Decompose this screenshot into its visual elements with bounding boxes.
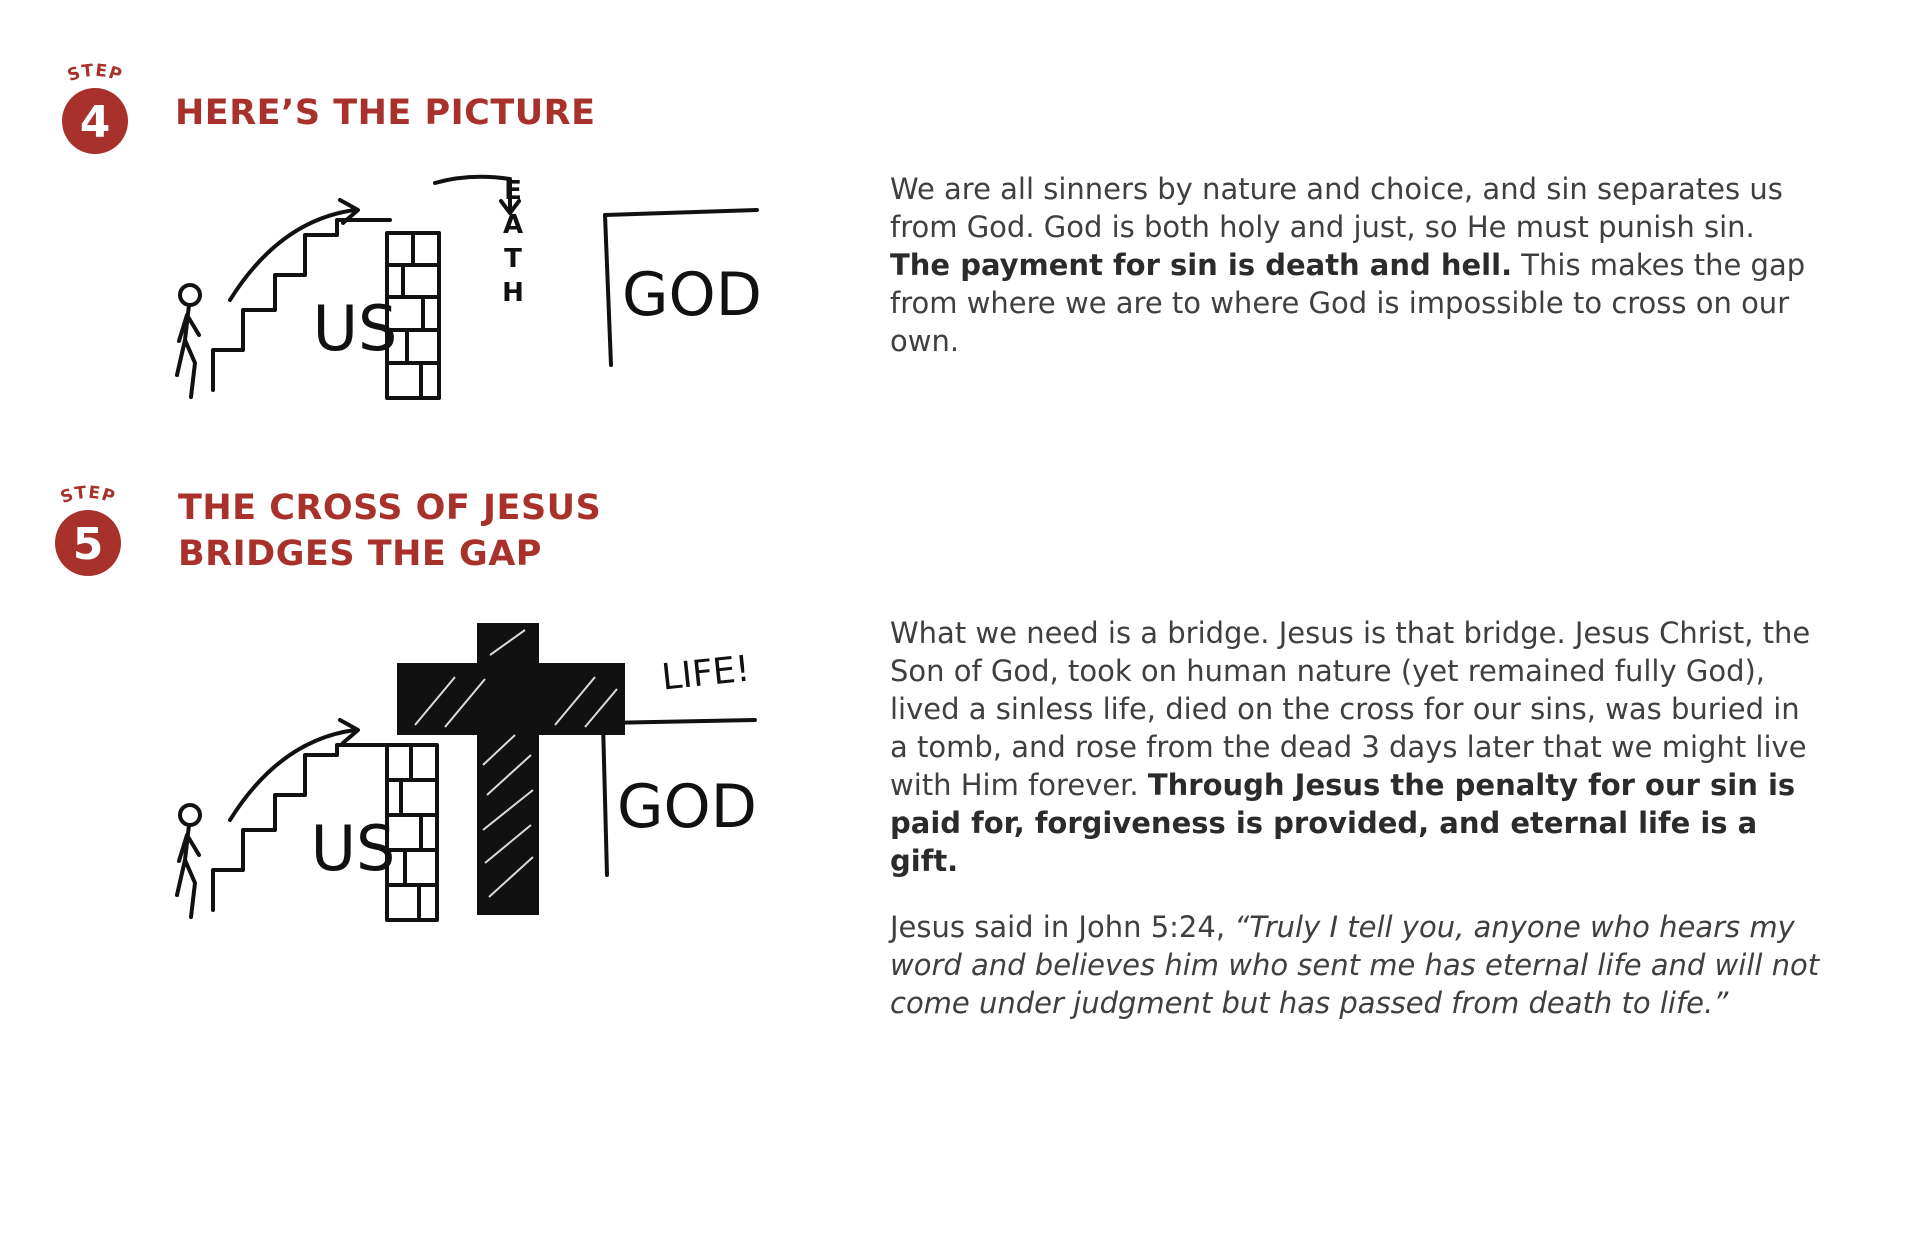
arrow-up-icon	[230, 200, 358, 300]
step-4-paragraph-outro: This makes the gap from where we are to where God is impossible to cross on our own.	[890, 248, 1806, 358]
step-4-title: HERE’S THE PICTURE	[175, 93, 596, 133]
step-5-title	[178, 485, 601, 577]
step-4-label: STEP	[64, 60, 125, 87]
step-4-paragraph	[890, 170, 1820, 360]
step-5-scripture	[890, 908, 1820, 1022]
us-label: US	[312, 292, 398, 365]
step-4-badge	[55, 55, 135, 155]
god-label: GOD	[622, 260, 762, 330]
step-5-paragraph	[890, 614, 1820, 880]
step-5-badge-graphic	[48, 477, 128, 577]
step-4-illustration	[165, 165, 765, 415]
step-4-number: 4	[79, 97, 111, 148]
stick-figure-icon	[177, 285, 200, 397]
death-label: DEATH	[498, 165, 528, 312]
us-label: US	[310, 812, 396, 885]
step-5-illustration	[165, 605, 765, 935]
stick-figure-icon	[177, 805, 200, 917]
step-5-title-line1: THE CROSS OF JESUS	[178, 488, 602, 528]
god-label: GOD	[617, 772, 757, 842]
step-5-number: 5	[72, 519, 104, 570]
step-5-title-line2: BRIDGES THE GAP	[178, 534, 542, 574]
arrow-up-icon	[230, 720, 358, 820]
step-4-badge-graphic	[55, 55, 135, 155]
cross-icon	[397, 623, 625, 915]
step-5-paragraph-intro: What we need is a bridge. Jesus is that bridge. Jesus Christ, the Son of God, took on human nature (yet remained fully God), lived a sinless life, died on the cross for our sins, was buried in a tomb, and rose from the dead 3 days later that we might live with Him forever.	[890, 616, 1811, 802]
life-label: LIFE!	[659, 648, 752, 699]
step-4-paragraph-bold: The payment for sin is death and hell.	[890, 248, 1513, 282]
step-5-scripture-intro: Jesus said in John 5:24,	[890, 910, 1235, 944]
step-5-scripture-quote: “Truly I tell you, anyone who hears my word and believes him who sent me has eternal life and will not come under judgment but has passed from death to life.”	[890, 910, 1820, 1020]
step-5-badge	[48, 477, 128, 577]
step-5-paragraph-bold: Through Jesus the penalty for our sin is paid for, forgiveness is provided, and eternal life is a gift.	[890, 768, 1796, 878]
step-5-label: STEP	[57, 482, 118, 509]
step-4-paragraph-intro: We are all sinners by nature and choice, and sin separates us from God. God is both holy and just, so He must punish sin.	[890, 172, 1783, 244]
